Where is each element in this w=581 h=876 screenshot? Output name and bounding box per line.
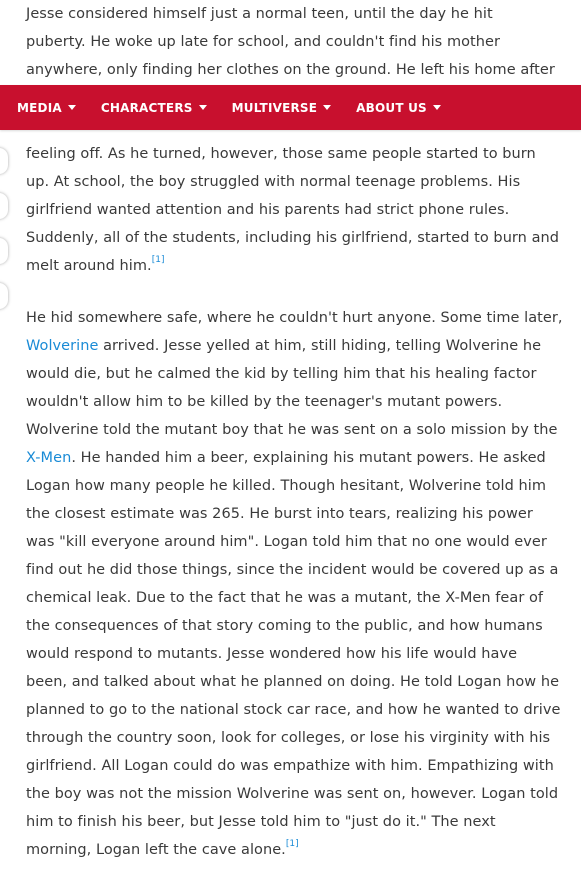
nav-item-label: CHARACTERS [100, 100, 193, 115]
text-line-with-ref [26, 836, 563, 864]
text-line: Suddenly, all of the students, including his girlfriend, started to burn and [26, 230, 560, 246]
text-line: the boy was not the mission Wolverine was sent on, however. Logan told [26, 786, 559, 802]
nav-item-label: MEDIA [17, 100, 62, 115]
text-line: anywhere, only finding her clothes on the ground. He left his home after [26, 62, 555, 78]
text-line-with-link [26, 332, 563, 360]
text-line: was "kill everyone around him". Logan told him that no one would ever [26, 534, 547, 550]
text-line-with-link [26, 444, 563, 472]
text-line: the closest estimate was 265. He burst into tears, realizing his power [26, 506, 533, 522]
caret-down-icon [199, 105, 207, 110]
text-line: would die, but he calmed the kid by telling him that his healing factor [26, 366, 537, 382]
text-line: He hid somewhere safe, where he couldn't hurt anyone. Some time later, [26, 310, 563, 326]
text-line: girlfriend. All Logan could do was empathize with him. Empathizing with [26, 758, 554, 774]
paragraph-encounter [26, 304, 563, 864]
caret-down-icon [68, 105, 76, 110]
text-line: up. At school, the boy struggled with normal teenage problems. His [26, 174, 521, 190]
citation-ref[interactable]: [1] [285, 839, 299, 849]
share-button[interactable] [0, 148, 8, 174]
text-line: would respond to mutants. Jesse wondered how his life would have [26, 646, 518, 662]
text-segment: melt around him. [26, 258, 152, 274]
text-line: been, and talked about what he planned on doing. He told Logan how he [26, 674, 560, 690]
citation-ref[interactable]: [1] [151, 255, 165, 265]
text-line: planned to go to the national stock car race, and how he wanted to drive [26, 702, 561, 718]
caret-down-icon [323, 105, 331, 110]
nav-item-characters[interactable] [101, 85, 207, 130]
x-men-link[interactable]: X-Men [26, 450, 72, 466]
nav-item-multiverse[interactable] [232, 85, 332, 130]
text-line: chemical leak. Due to the fact that he was a mutant, the X-Men fear of [26, 590, 544, 606]
text-line-with-ref [26, 252, 559, 280]
nav-item-media[interactable] [17, 85, 76, 130]
text-line: him to finish his beer, but Jesse told him to "just do it." The next [26, 814, 496, 830]
nav-item-about-us[interactable] [356, 85, 441, 130]
text-line: the consequences of that story coming to the public, and how humans [26, 618, 543, 634]
caret-down-icon [433, 105, 441, 110]
text-line: Wolverine told the mutant boy that he was sent on a solo mission by the [26, 422, 558, 438]
text-segment: . He handed him a beer, explaining his mutant powers. He asked [71, 450, 546, 466]
text-line: find out he did those things, since the incident would be covered up as a [26, 562, 559, 578]
text-line: puberty. He woke up late for school, and couldn't find his mother [26, 34, 501, 50]
text-segment: arrived. Jesse yelled at him, still hiding, telling Wolverine he [98, 338, 542, 354]
nav-item-label: MULTIVERSE [231, 100, 318, 115]
text-line: feeling off. As he turned, however, those same people started to burn [26, 146, 536, 162]
text-segment: morning, Logan left the cave alone. [26, 842, 286, 858]
text-line: Jesse considered himself just a normal teen, until the day he hit [26, 6, 493, 22]
main-navbar [0, 85, 581, 130]
text-line: Logan how many people he killed. Though hesitant, Wolverine told him [26, 478, 547, 494]
share-button[interactable] [0, 238, 8, 264]
wolverine-link[interactable]: Wolverine [26, 338, 99, 354]
share-button[interactable] [0, 193, 8, 219]
text-line: wouldn't allow him to be killed by the teenager's mutant powers. [26, 394, 503, 410]
share-button[interactable] [0, 283, 8, 309]
nav-item-label: ABOUT US [356, 100, 427, 115]
text-line: through the country soon, look for colleges, or lose his virginity with his [26, 730, 551, 746]
text-line: girlfriend wanted attention and his parents had strict phone rules. [26, 202, 510, 218]
paragraph-origin [26, 0, 559, 280]
